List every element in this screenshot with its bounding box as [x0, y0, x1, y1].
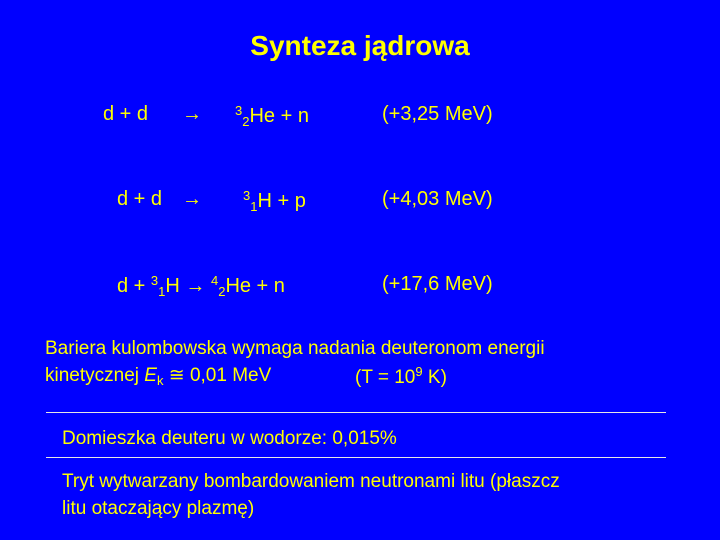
- reaction-2-product: H + p: [257, 190, 306, 212]
- reaction-1-energy: (+3,25 MeV): [382, 103, 493, 125]
- temperature-suffix: K): [422, 367, 447, 388]
- atomic-number: 1: [250, 199, 258, 214]
- page-title: Synteza jądrowa: [250, 30, 470, 61]
- reaction-2-products: [243, 188, 306, 214]
- temperature-exponent: 9: [415, 364, 423, 379]
- tritium-note-line-2: litu otaczający plazmę): [62, 498, 255, 519]
- barrier-line-1: Bariera kulombowska wymaga nadania deuteronom energii: [45, 338, 545, 359]
- ek-subscript: k: [156, 373, 164, 388]
- atomic-number: 2: [242, 114, 250, 129]
- reaction-1-nuclide: [235, 103, 249, 129]
- reaction-2-lhs: d + d: [117, 188, 163, 210]
- atomic-number: 1: [158, 284, 166, 299]
- barrier-prefix: kinetycznej: [45, 365, 145, 386]
- reaction-1-product: He + n: [249, 105, 309, 127]
- reaction-2-energy: (+4,03 MeV): [382, 188, 493, 210]
- ek-value: ≅ 0,01 MeV: [163, 365, 272, 386]
- ek-symbol: E: [144, 365, 157, 386]
- reaction-1-products: [235, 103, 309, 129]
- atomic-number: 2: [218, 284, 226, 299]
- reaction-1-arrow: →: [182, 103, 202, 125]
- reaction-3-energy: (+17,6 MeV): [382, 273, 493, 295]
- reaction-1-lhs: d + d: [103, 103, 149, 125]
- reaction-3-arrow: →: [185, 275, 206, 297]
- mass-number: 3: [150, 273, 159, 288]
- separator-2: [46, 457, 666, 458]
- reaction-3-nuclide: [211, 273, 225, 299]
- mass-number: 3: [235, 103, 243, 118]
- tritium-note-line-1: Tryt wytwarzany bombardowaniem neutronami litu (płaszcz: [62, 471, 560, 492]
- mass-number: 3: [243, 188, 251, 203]
- reaction-2-arrow: →: [182, 188, 202, 210]
- separator-1: [46, 412, 666, 413]
- mass-number: 4: [210, 273, 219, 288]
- reaction-3-lhs-nucleus: H: [165, 275, 180, 297]
- reaction-3-lhs-nuclide: [151, 273, 165, 299]
- temperature: [355, 364, 447, 389]
- temperature-prefix: (T = 10: [355, 367, 416, 388]
- deuterium-note: Domieszka deuteru w wodorze: 0,015%: [62, 428, 397, 449]
- reaction-3-lhs: [117, 273, 285, 299]
- barrier-line-2: [45, 364, 271, 388]
- reaction-3-product: He + n: [225, 275, 285, 297]
- reaction-3-lhs-prefix: d +: [117, 275, 151, 297]
- reaction-2-nuclide: [243, 188, 257, 214]
